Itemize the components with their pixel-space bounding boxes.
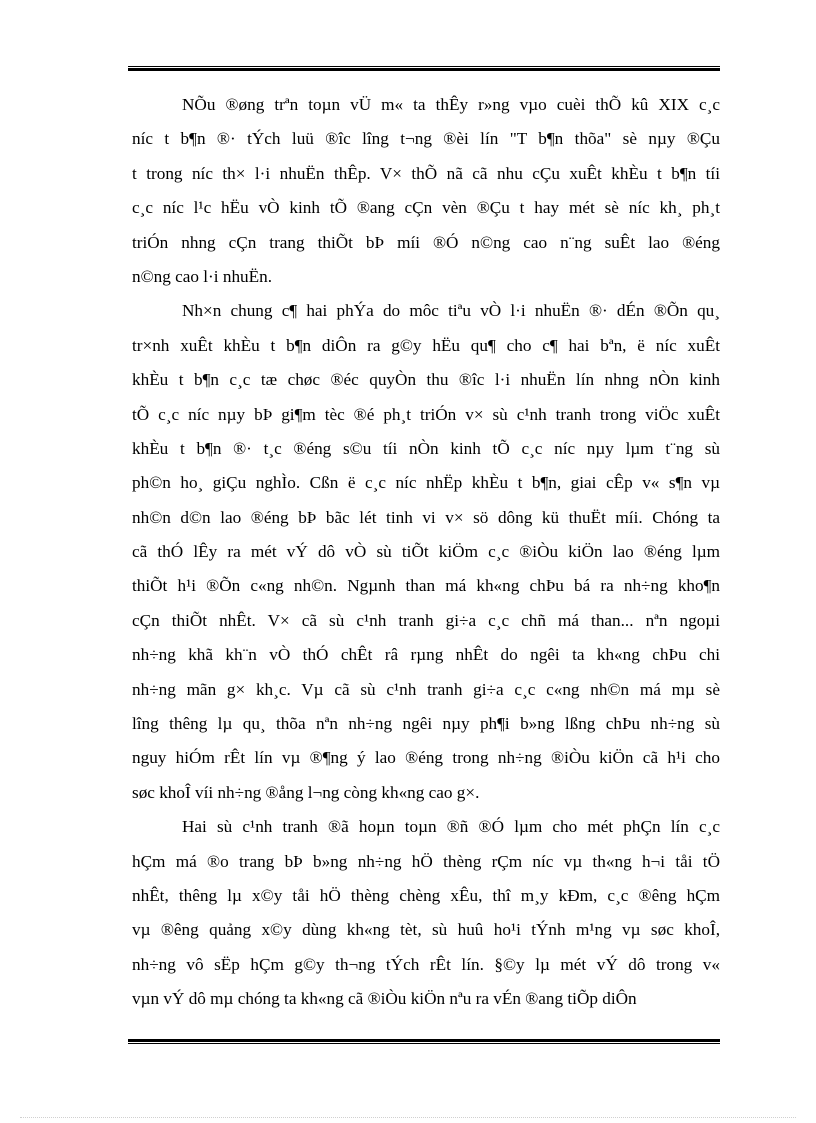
text-line: khÈu t b¶n c¸c tæ chøc ®éc quyÒn thu ®îc l·i nhuËn lín nhng nÒn kinh: [132, 370, 720, 390]
text-line: c¸c níc l¹c hËu vÒ kinh tÕ ®ang cÇn vèn ®Çu t hay mét sè níc kh¸ ph¸t: [132, 198, 720, 218]
text-line: ph©n ho¸ giÇu nghÌo. Cßn ë c¸c níc nhËp khÈu t b¶n, giai cÊp v« s¶n vµ: [132, 473, 720, 493]
text-line: vµ ®êng quảng x©y dùng kh«ng tèt, sù huû ho¹i tÝnh m¹ng vµ søc khoÎ,: [132, 920, 720, 940]
text-line: tr×nh xuÊt khÈu t b¶n diÔn ra g©y hËu qu¶ cho c¶ hai bªn, ë níc xuÊt: [132, 335, 720, 355]
text-line: søc khoÎ víi nh÷ng ®ång l¬ng còng kh«ng cao g×.: [132, 782, 480, 802]
text-line: nh©n d©n lao ®éng bÞ bãc lét tinh vi v× sö dông kü thuËt míi. Chóng ta: [132, 507, 720, 527]
text-line: n©ng cao l·i nhuËn.: [132, 266, 273, 286]
paragraph: [132, 810, 720, 1016]
text-line: khÈu t b¶n ®· t¸c ®éng s©u tíi nÒn kinh tÕ c¸c níc nµy lµm t¨ng sù: [132, 438, 720, 458]
page-bottom-border: [20, 1117, 796, 1118]
body-text: [132, 88, 720, 1017]
text-line: Hai sù c¹nh tranh ®ã hoµn toµn ®ñ ®Ó lµm cho mét phÇn lín c¸c: [182, 817, 720, 837]
text-line: tÕ c¸c níc nµy bÞ gi¶m tèc ®é ph¸t triÓn v× sù c¹nh tranh trong viÖc xuÊt: [132, 404, 720, 424]
text-line: triÓn nhng cÇn trang thiÕt bÞ míi ®Ó n©ng cao n¨ng suÊt lao ®éng: [132, 232, 720, 252]
text-line: lîng thêng lµ qu¸ thõa nªn nh÷ng ngêi nµy ph¶i b»ng lßng chÞu nh÷ng sù: [132, 714, 720, 734]
text-line: NÕu ®øng trªn toµn vÜ m« ta thÊy r»ng vµo cuèi thÕ kû XIX c¸c: [182, 95, 720, 114]
text-line: t trong níc th× l·i nhuËn thÊp. V× thÕ nã cã nhu cÇu xuÊt khÈu t b¶n tíi: [132, 163, 720, 183]
text-line: nguy hiÓm rÊt lín vµ ®¶ng ý lao ®éng trong nh÷ng ®iÒu kiÖn cã h¹i cho: [132, 748, 720, 768]
footer-rule: [128, 1039, 720, 1044]
paragraph: [132, 294, 720, 810]
text-line: nh÷ng mãn g× kh¸c. Vµ cã sù c¹nh tranh gi÷a c¸c c«ng nh©n má mµ sè: [132, 679, 720, 699]
text-line: níc t b¶n ®· tÝch luü ®îc lîng t¬ng ®èi lín "T b¶n thõa" sè nµy ®Çu: [132, 129, 720, 149]
text-line: thiÕt h¹i ®Õn c«ng nh©n. Ngµnh than má kh«ng chÞu bá ra nh÷ng kho¶n: [132, 576, 720, 596]
text-line: nh÷ng vô sËp hÇm g©y th¬ng tÝch rÊt lín. §©y lµ mét vÝ dô trong v«: [132, 954, 720, 974]
paragraph: [132, 88, 720, 294]
text-line: cã thÓ lÊy ra mét vÝ dô vÒ sù tiÕt kiÖm c¸c ®iÒu kiÖn lao ®éng lµm: [132, 542, 720, 562]
text-line: nhÊt, thêng lµ x©y tåi hÖ thèng chèng xÊu, thî m¸y kÐm, c¸c ®êng hÇm: [132, 885, 720, 905]
header-rule: [128, 66, 720, 71]
text-line: Nh×n chung c¶ hai phÝa do môc tiªu vÒ l·i nhuËn ®· dÉn ®Õn qu¸: [182, 301, 720, 321]
text-line: cÇn thiÕt nhÊt. V× cã sù c¹nh tranh gi÷a c¸c chñ má than... nªn ngoµi: [132, 610, 720, 630]
text-line: hÇm má ®o trang bÞ b»ng nh÷ng hÖ thèng rÇm níc vµ th«ng h¬i tåi tÖ: [132, 851, 720, 871]
text-line: nh÷ng khã kh¨n vÒ thÓ chÊt râ rµng nhÊt do ngêi ta kh«ng chÞu chi: [132, 645, 720, 665]
text-line: vµn vÝ dô mµ chóng ta kh«ng cã ®iÒu kiÖn nªu ra vÉn ®ang tiÕp diÔn: [132, 989, 637, 1009]
